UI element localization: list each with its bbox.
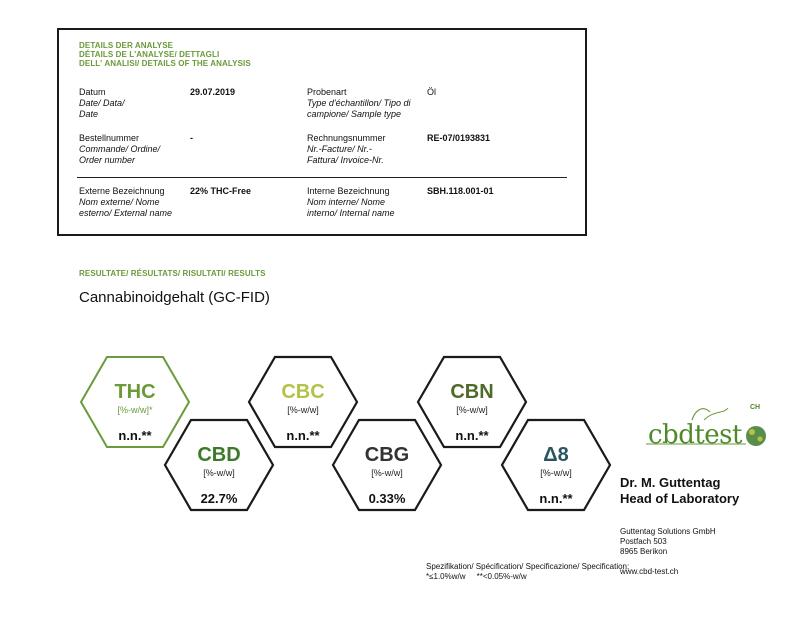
probenart-value: Öl	[427, 87, 436, 97]
cannabinoid-value: 0.33%	[368, 491, 406, 506]
address-street: Postfach 503	[620, 537, 667, 546]
cannabinoid-value: n.n.**	[286, 428, 320, 443]
cannabinoid-unit: [%-w/w]	[203, 468, 235, 478]
externe-label: Externe Bezeichnung Nom externe/ Nome esterno/ External name	[79, 186, 173, 218]
logo-suffix: CH	[750, 404, 761, 411]
spec-line2: *≤1.0%w/w **<0.05%-w/w	[426, 572, 527, 581]
results-heading: RESULTATE/ RÉSULTATS/ RISULTATI/ RESULTS	[79, 269, 266, 278]
cannabinoid-unit: [%-w/w]	[540, 468, 572, 478]
cannabinoid-name: CBN	[450, 381, 494, 403]
cannabinoid-value: n.n.**	[455, 428, 489, 443]
cannabinoid-name: CBD	[197, 444, 241, 466]
interne-value: SBH.118.001-01	[427, 186, 494, 196]
probenart-label: Probenart Type d'échantillon/ Tipo di campione/ Sample type	[307, 87, 411, 119]
details-heading	[79, 41, 251, 68]
cannabinoid-name: CBG	[364, 444, 410, 466]
rechnungsnummer-label: Rechnungsnummer Nr.-Facture/ Nr.- Fattura/ Invoice-Nr.	[307, 133, 386, 165]
cannabinoid-value: 22.7%	[200, 491, 238, 506]
datum-label: Datum Date/ Data/ Date	[79, 87, 125, 119]
interne-label: Interne Bezeichnung Nom interne/ Nome interno/ Internal name	[307, 186, 395, 218]
externe-value: 22% THC-Free	[190, 186, 252, 196]
cannabinoid-unit: [%-w/w]*	[117, 405, 153, 415]
specification	[426, 562, 629, 582]
divider	[77, 177, 567, 178]
cbdtest-logo	[644, 402, 774, 462]
cannabinoid-value: n.n.**	[118, 428, 152, 443]
signature-role: Head of Laboratory	[620, 491, 740, 506]
details-heading-line: DETAILS DER ANALYSE	[79, 41, 174, 50]
address-city: 8965 Berikon	[620, 547, 668, 556]
details-heading-line: DÉTAILS DE L'ANALYSE/ DETTAGLI	[79, 50, 220, 59]
bestellnummer-value: -	[190, 133, 193, 143]
rechnungsnummer-value: RE-07/0193831	[427, 133, 491, 143]
website-link[interactable]: www.cbd-test.ch	[620, 567, 679, 576]
cannabinoid-unit: [%-w/w]	[287, 405, 319, 415]
cannabinoid-name: THC	[114, 381, 156, 403]
cannabinoid-unit: [%-w/w]	[456, 405, 488, 415]
spec-line1: Spezifikation/ Spécification/ Specificazione/ Specification:	[426, 562, 630, 571]
datum-value: 29.07.2019	[190, 87, 236, 97]
details-heading-line: DELL' ANALISI/ DETAILS OF THE ANALYSIS	[79, 59, 251, 68]
address	[620, 527, 716, 557]
cannabinoid-name: Δ8	[543, 444, 569, 466]
signature	[620, 475, 739, 507]
cannabinoid-name: CBC	[281, 381, 325, 403]
cannabinoid-value: n.n.**	[539, 491, 573, 506]
address-company: Guttentag Solutions GmbH	[620, 527, 716, 536]
bestellnummer-label: Bestellnummer Commande/ Ordine/ Order number	[79, 133, 161, 165]
results-title: Cannabinoidgehalt (GC-FID)	[79, 289, 270, 306]
signature-name: Dr. M. Guttentag	[620, 475, 721, 490]
logo-text: cbdtest	[648, 420, 742, 450]
cannabinoid-unit: [%-w/w]	[371, 468, 403, 478]
